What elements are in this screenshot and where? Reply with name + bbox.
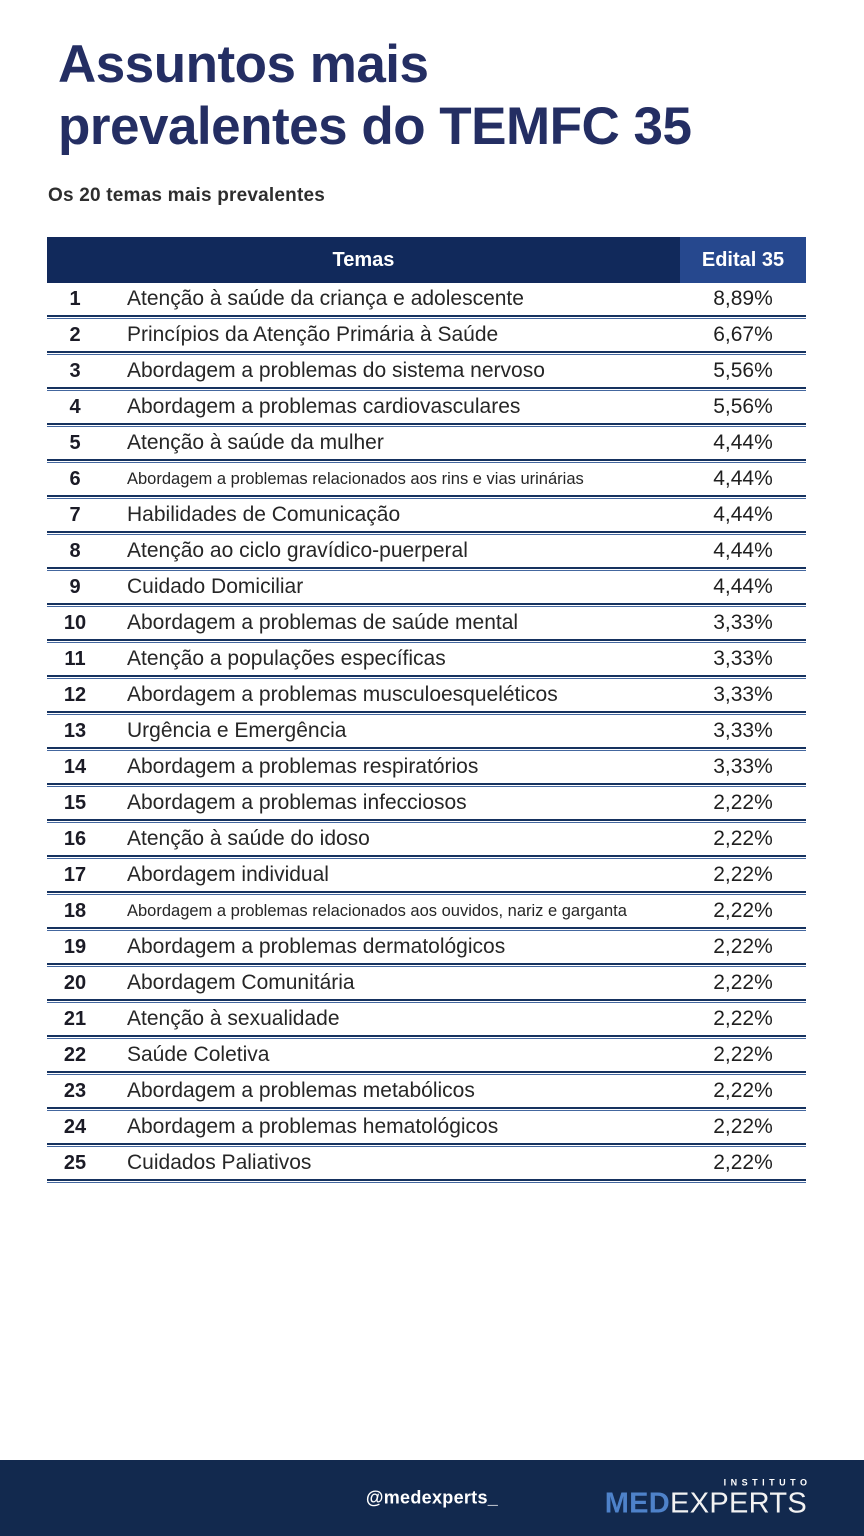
row-rank: 17 <box>63 863 87 886</box>
column-header-temas: Temas <box>47 237 680 283</box>
row-value: 3,33% <box>713 611 773 634</box>
row-value: 2,22% <box>713 791 773 814</box>
medexperts-logo <box>604 1477 812 1520</box>
row-value: 2,22% <box>713 863 773 886</box>
table-row <box>47 643 806 679</box>
row-value: 3,33% <box>713 683 773 706</box>
table-row <box>47 427 806 463</box>
instagram-handle: @medexperts_ <box>365 1487 499 1508</box>
row-topic: Abordagem a problemas hematológicos <box>127 1115 499 1138</box>
row-value: 2,22% <box>713 1079 773 1102</box>
row-value: 5,56% <box>713 359 773 382</box>
row-value: 6,67% <box>713 323 773 346</box>
row-topic: Atenção à sexualidade <box>127 1007 340 1030</box>
row-value: 4,44% <box>713 575 773 598</box>
row-rank: 7 <box>69 503 81 526</box>
row-value: 8,89% <box>713 287 773 310</box>
row-topic: Abordagem a problemas de saúde mental <box>127 611 519 634</box>
row-rank: 14 <box>63 755 87 778</box>
table-row <box>47 859 806 895</box>
row-value: 2,22% <box>713 1151 773 1174</box>
row-value: 2,22% <box>713 935 773 958</box>
row-value: 2,22% <box>713 1043 773 1066</box>
logo-med-text: MED <box>604 1487 671 1520</box>
table-row <box>47 967 806 1003</box>
row-rank: 1 <box>69 287 81 310</box>
row-value: 2,22% <box>713 899 773 922</box>
row-topic: Cuidados Paliativos <box>127 1151 312 1174</box>
row-rank: 16 <box>63 827 87 850</box>
row-rank: 13 <box>63 719 87 742</box>
column-header-edital: Edital 35 <box>680 237 806 283</box>
row-topic: Abordagem Comunitária <box>127 971 355 994</box>
page-title-line2: prevalentes do TEMFC 35 <box>58 97 692 156</box>
row-topic: Abordagem individual <box>127 863 329 886</box>
logo-experts-text: EXPERTS <box>670 1487 807 1520</box>
table-row <box>47 1075 806 1111</box>
row-topic: Habilidades de Comunicação <box>127 503 401 526</box>
row-value: 4,44% <box>713 539 773 562</box>
row-topic: Cuidado Domiciliar <box>127 575 304 598</box>
table-row <box>47 283 806 319</box>
row-rank: 22 <box>63 1043 87 1066</box>
row-rank: 18 <box>63 899 87 922</box>
table-row <box>47 823 806 859</box>
row-rank: 9 <box>69 575 81 598</box>
table-header-row <box>47 237 806 283</box>
row-rank: 20 <box>63 971 87 994</box>
row-rank: 25 <box>63 1151 87 1174</box>
row-topic: Atenção à saúde da criança e adolescente <box>127 287 524 310</box>
row-topic: Abordagem a problemas cardiovasculares <box>127 395 521 418</box>
table-row <box>47 1039 806 1075</box>
row-value: 2,22% <box>713 971 773 994</box>
row-rank: 4 <box>69 395 81 418</box>
row-rank: 11 <box>64 647 86 670</box>
row-rank: 6 <box>69 467 81 490</box>
row-rank: 19 <box>63 935 87 958</box>
row-rank: 3 <box>69 359 81 382</box>
table-row <box>47 319 806 355</box>
row-value: 5,56% <box>713 395 773 418</box>
row-rank: 5 <box>69 431 81 454</box>
row-topic: Atenção ao ciclo gravídico-puerperal <box>127 539 468 562</box>
table-body <box>47 283 806 1183</box>
prevalence-table <box>47 237 806 1183</box>
table-row <box>47 355 806 391</box>
row-value: 3,33% <box>713 719 773 742</box>
row-rank: 15 <box>63 791 87 814</box>
row-rank: 8 <box>69 539 81 562</box>
row-topic: Abordagem a problemas relacionados aos rins e vias urinárias <box>127 469 584 488</box>
row-rank: 23 <box>63 1079 87 1102</box>
table-row <box>47 535 806 571</box>
row-topic: Abordagem a problemas metabólicos <box>127 1079 475 1102</box>
page-title-line1: Assuntos mais <box>58 35 429 94</box>
row-topic: Atenção a populações específicas <box>127 647 446 670</box>
row-rank: 12 <box>63 683 87 706</box>
table-row <box>47 1147 806 1183</box>
table-row <box>47 571 806 607</box>
table-row <box>47 787 806 823</box>
table-row <box>47 463 806 499</box>
row-value: 2,22% <box>713 1115 773 1138</box>
row-topic: Urgência e Emergência <box>127 719 347 742</box>
row-topic: Saúde Coletiva <box>127 1043 270 1066</box>
table-row <box>47 751 806 787</box>
row-value: 3,33% <box>713 647 773 670</box>
logo-wordmark <box>605 1489 807 1519</box>
row-rank: 21 <box>63 1007 87 1030</box>
page-title <box>58 34 838 158</box>
row-rank: 2 <box>69 323 81 346</box>
page-subtitle: Os 20 temas mais prevalentes <box>48 185 326 206</box>
row-topic: Abordagem a problemas infecciosos <box>127 791 467 814</box>
row-value: 3,33% <box>713 755 773 778</box>
row-topic: Princípios da Atenção Primária à Saúde <box>127 323 499 346</box>
row-value: 4,44% <box>713 431 773 454</box>
table-row <box>47 391 806 427</box>
row-rank: 10 <box>63 611 87 634</box>
row-topic: Abordagem a problemas dermatológicos <box>127 935 506 958</box>
footer-bar <box>0 1460 864 1536</box>
row-topic: Abordagem a problemas respiratórios <box>127 755 479 778</box>
table-row <box>47 1003 806 1039</box>
row-topic: Abordagem a problemas relacionados aos ouvidos, nariz e garganta <box>127 901 627 920</box>
table-row <box>47 715 806 751</box>
table-row <box>47 499 806 535</box>
table-row <box>47 895 806 931</box>
row-value: 2,22% <box>713 827 773 850</box>
row-rank: 24 <box>63 1115 87 1138</box>
row-topic: Atenção à saúde da mulher <box>127 431 384 454</box>
table-row <box>47 1111 806 1147</box>
table-row <box>47 607 806 643</box>
row-value: 4,44% <box>713 503 773 526</box>
row-value: 4,44% <box>713 467 773 490</box>
row-topic: Atenção à saúde do idoso <box>127 827 370 850</box>
table-row <box>47 679 806 715</box>
row-value: 2,22% <box>713 1007 773 1030</box>
logo-instituto-label: INSTITUTO <box>723 1477 812 1488</box>
row-topic: Abordagem a problemas musculoesqueléticos <box>127 683 558 706</box>
row-topic: Abordagem a problemas do sistema nervoso <box>127 359 545 382</box>
table-row <box>47 931 806 967</box>
